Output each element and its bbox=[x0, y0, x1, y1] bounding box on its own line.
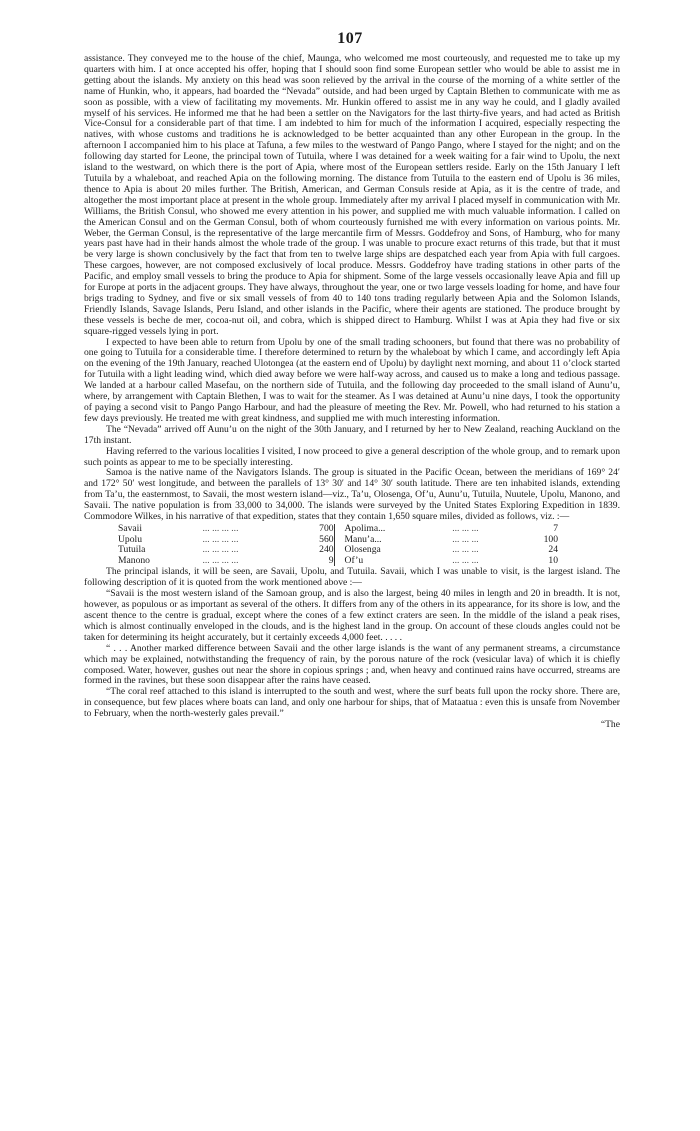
square-miles: 560 bbox=[319, 533, 334, 545]
paragraph: Having referred to the various localities I visited, I now proceed to give a general description of the whole group, and to remark upon such points as appear to me to be specially interesting. bbox=[84, 445, 620, 468]
page-number: 107 bbox=[337, 30, 363, 47]
quoted-paragraph: “The coral reef attached to this island is interrupted to the south and west, where the surf beats full upon the rocky shore. There are, in consequence, but few places where boats can land, and only one harbour for ships, that of Mataatua : even this is unsafe from November to February, when the north-westerly gales prevail.” bbox=[84, 686, 620, 720]
paragraph: assistance. They conveyed me to the house of the chief, Maunga, who welcomed me most courteously, and requested me to take up my quarters with him. I at once accepted his offer, hoping that I should soon find some European settler who would be able to assist me in getting about the islands. My anxiety on this head was soon relieved by the arrival in the course of the morning of a white settler of the name of Hunkin, who, it appears, had boarded the “Nevada” outside, and had been urged by Captain Blethen to communicate with me as soon as possible, with a view of facilitating my movements. Mr. Hunkin offered to assist me in any way he could, and I gladly availed myself of his services. He informed me that he had been a settler on the Navigators for the last thirty-five years, and had acted as British Vice-Consul for a considerable part of that time. I am indebted to him for much of the information I acquired, especially respecting the natives, with whose customs and traditions he is acknowledged to be better acquainted than any other European in the group. In the afternoon I accompanied him to his place at Tafuna, a few miles to the westward of Pango Pango, where I stayed for the night; and on the following day started for Leone, the principal town of Tutuila, where I was detained for a week waiting for a fair wind to Upolu, the next island to the westward, on which there is the port of Apia, where most of the European settlers reside. Early on the 15th January I left Tutuila by a whaleboat, and reached Apia on the following morning. The distance from Tutuila to the eastern end of Upolu is 36 miles, thence to Apia is about 20 miles further. The British, American, and German Consuls reside at Apia, as it is the centre of trade, and altogether the most important place at present in the whole group. Immediately after my arrival I placed myself in communication with Mr. Williams, the British Consul, who showed me every attention in his power, and supplied me with much valuable information. I called on the American Consul and on the German Consul, both of whom courteously furnished me with every information on various points. Mr. Weber, the German Consul, is the representative of the large mercantile firm of Messrs. Goddefroy and Sons, of Hamburg, who for many years past have had in their hands almost the whole trade of the group. I was unable to procure exact returns of this trade, but that it must be very large is shown conclusively by the fact that from ten to twelve large ships are despatched each year from Apia with full cargoes. These cargoes, however, are not composed exclusively of local produce. Messrs. Goddefroy have trading stations in other parts of the Pacific, and employ small vessels to bring the produce to Apia for shipment. Some of the large vessels occasionally leave Apia and fill up for Europe at ports in the adjacent groups. They have always, throughout the year, one or two large vessels loading for home, and have four brigs trading to Sydney, and five or six small vessels of from 40 to 140 tons trading regularly between Apia and the Solomon Islands, Friendly Islands, Savage Islands, Peru Island, and other islands in the Pacific, where their agents are stationed. The produce brought by these vessels is beche de mer, cocoa-nut oil, and cobra, which is shipped direct to Hamburg. Whilst I was at Apia they had five or six square-rigged vessels lying in port. bbox=[84, 53, 620, 337]
leader-dots: ... ... ... bbox=[452, 554, 479, 566]
column-divider bbox=[334, 556, 345, 567]
island-name: Tutuila bbox=[118, 544, 146, 556]
leader-dots: ... ... ... ... bbox=[202, 522, 239, 534]
leader-dots: ... ... ... bbox=[452, 533, 479, 545]
island-name: Upolu bbox=[118, 533, 142, 545]
table-row bbox=[118, 535, 558, 546]
table-row bbox=[118, 524, 558, 535]
paragraph: The principal islands, it will be seen, are Savaii, Upolu, and Tutuila. Savaii, which I was unable to visit, is the largest island. The following description of it is quoted from the work mentioned above :— bbox=[84, 566, 620, 589]
paragraph: Samoa is the native name of the Navigators Islands. The group is situated in the Pacific Ocean, between the meridians of 169° 24′ and 172° 50′ west longitude, and between the parallels of 13° 30′ and 14° 30′ south latitude. There are ten inhabited islands, extending from Ta’u, the easternmost, to Savaii, the most western island—viz., Ta’u, Olosenga, Of’u, Aunu’u, Tutuila, Nuutele, Upolu, Manono, and Savaii. The native population is from 33,000 to 34,000. The islands were surveyed by the United States Exploring Expedition in 1839. Commodore Wilkes, in his narrative of that expedition, states that they contain 1,650 square miles, divided as follows, viz. :— bbox=[84, 467, 620, 523]
leader-dots: ... ... ... ... bbox=[202, 554, 239, 566]
leader-dots: ... ... ... ... bbox=[202, 533, 239, 545]
column-divider bbox=[334, 545, 345, 556]
square-miles: 100 bbox=[543, 533, 558, 545]
table-row bbox=[118, 556, 558, 567]
column-divider bbox=[334, 535, 345, 546]
quoted-paragraph: “Savaii is the most western island of the Samoan group, and is also the largest, being 40 miles in length and 20 in breadth. It is not, however, as populous or as important as several of the others. It differs from any of the others in its appearance, for its shore is low, and the ascent thence to the centre is gradual, except where the cones of a few extinct craters are seen. In the middle of the island a peak rises, which is almost continually enveloped in the clouds, and is the highest land in the group. On account of these clouds angles could not be taken for determining its height accurately, but it certainly exceeds 4,000 feet. . . . . bbox=[84, 588, 620, 643]
island-name: Savaii bbox=[118, 522, 142, 534]
island-name: Manu’a... bbox=[344, 533, 382, 545]
square-miles: 24 bbox=[548, 544, 558, 556]
paragraph: The “Nevada” arrived off Aunu’u on the night of the 30th January, and I returned by her to New Zealand, reaching Auckland on the 17th instant. bbox=[84, 423, 620, 446]
square-miles: 700 bbox=[319, 522, 334, 534]
island-name: Manono bbox=[118, 554, 150, 566]
island-name: Apolima... bbox=[344, 522, 386, 534]
paragraph: I expected to have been able to return from Upolu by one of the small trading schooners, but found that there was no probability of one going to Tutuila for a considerable time. I therefore determined to return by the whaleboat by which I came, and accordingly left Apia on the evening of the 19th January, reached Ulotongea (at the eastern end of Upolu) by daylight next morning, and about 11 o’clock started for Tutuila with a light leading wind, which died away before we were half-way across, and caused us to make a long and tedious passage. We landed at a harbour called Masefau, on the northern side of Tutuila, and the following day proceeded to the small island of Aunu’u, where, by arrangement with Captain Blethen, I was to wait for the steamer. As I was detained at Aunu’u nine days, I took the opportunity of paying a second visit to Pango Pango Harbour, and had the pleasure of meeting the Rev. Mr. Powell, who had returned to his station a few days previously. He treated me with great kindness, and supplied me with much interesting information. bbox=[84, 336, 620, 424]
column-divider bbox=[334, 524, 345, 535]
square-miles: 240 bbox=[319, 544, 334, 556]
page-body bbox=[84, 54, 620, 731]
catchword: “The bbox=[600, 719, 620, 731]
square-miles: 7 bbox=[553, 522, 558, 534]
table-row bbox=[118, 545, 558, 556]
island-area-table bbox=[118, 524, 558, 566]
quoted-paragraph: “ . . . Another marked difference between Savaii and the other large islands is the want of any permanent streams, a circumstance which may be explained, notwithstanding the frequency of rain, by the porous nature of the rock (vesicular lava) of which it is chiefly composed. Water, however, gushes out near the shore in copious springs ; and, when heavy and continued rains have occurred, streams are formed in the ravines, but these soon disappear after the rains have ceased. bbox=[84, 642, 620, 687]
square-miles: 10 bbox=[548, 554, 558, 566]
leader-dots: ... ... ... bbox=[452, 522, 479, 534]
island-name: Of’u bbox=[344, 554, 364, 566]
square-miles: 9 bbox=[328, 554, 334, 566]
island-name: Olosenga bbox=[344, 544, 381, 556]
leader-dots: ... ... ... bbox=[452, 544, 479, 556]
leader-dots: ... ... ... ... bbox=[202, 544, 239, 556]
